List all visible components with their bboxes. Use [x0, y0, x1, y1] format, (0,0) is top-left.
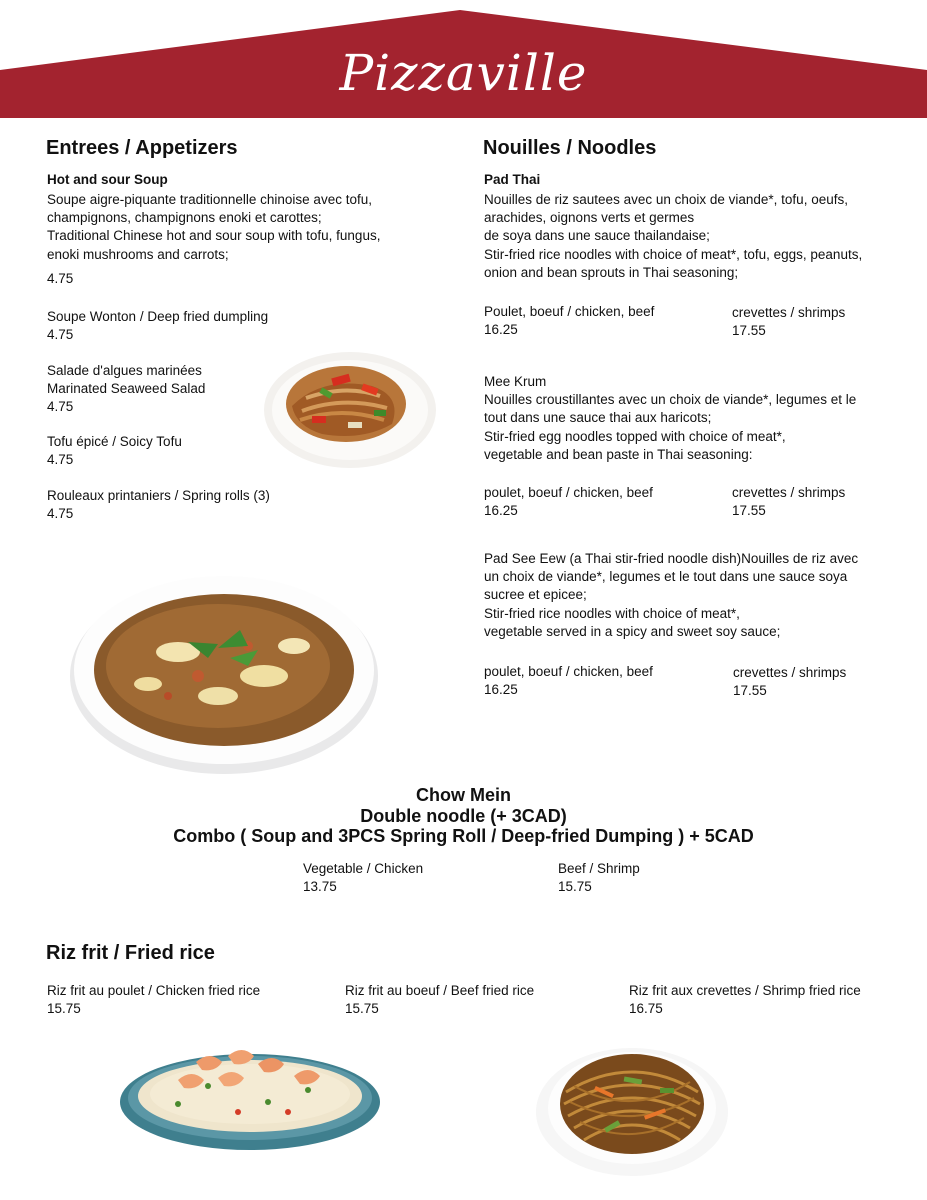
menu-item-spring-rolls: Rouleaux printaniers / Spring rolls (3) 4.75: [47, 488, 270, 522]
hot-sour-soup-name: Hot and sour Soup: [47, 172, 168, 187]
hot-sour-soup-image: [68, 566, 380, 778]
menu-item-wonton: Soupe Wonton / Deep fried dumpling 4.75: [47, 309, 269, 343]
noodle-dish-image: [262, 346, 438, 472]
pad-thai-option-2: crevettes / shrimps 17.55: [732, 305, 846, 339]
menu-item-spicy-tofu: Tofu épicé / Soicy Tofu 4.75: [47, 434, 182, 468]
hot-sour-soup-desc: Soupe aigre-piquante traditionnelle chinoise avec tofu, champignons, champignons enoki et carottes; Traditional Chinese hot and sour soup with tofu, fungus, enoki mushrooms and carrots;: [47, 192, 381, 262]
chow-mein-heading: Chow Mein Double noodle (+ 3CAD) Combo ( Soup and 3PCS Spring Roll / Deep-fried Dumping ) + 5CAD: [173, 785, 754, 846]
fried-rice-heading: Riz frit / Fried rice: [46, 942, 215, 964]
fried-rice-item-chicken: Riz frit au poulet / Chicken fried rice 15.75: [47, 983, 261, 1017]
pad-see-eew-option-1: poulet, boeuf / chicken, beef 16.25: [484, 664, 653, 698]
mee-krum-block: Mee Krum Nouilles croustillantes avec un choix de viande*, legumes et le tout dans une sauce thai aux haricots; Stir-fried egg noodles topped with choice of meat*, vegetable and bean paste in Thai seasoning:: [484, 374, 857, 462]
shrimp-fried-rice-image: [118, 1042, 382, 1154]
appetizers-heading: Entrees / Appetizers: [46, 137, 238, 159]
chow-mein-option-1: Vegetable / Chicken 13.75: [303, 861, 424, 895]
brand-title: Pizzaville: [339, 44, 588, 102]
chow-mein-option-2: Beef / Shrimp 15.75: [558, 861, 640, 895]
fried-rice-item-beef: Riz frit au boeuf / Beef fried rice 15.75: [345, 983, 535, 1017]
noodles-heading: Nouilles / Noodles: [483, 137, 657, 159]
chow-mein-image: [534, 1032, 730, 1180]
pad-thai-desc: Nouilles de riz sautees avec un choix de viande*, tofu, oeufs, arachides, oignons verts et germes de soya dans une sauce thailandaise; Stir-fried rice noodles with choice of meat*, tofu, eggs, peanuts, onion and bean sprouts in Thai seasoning;: [484, 192, 863, 280]
mee-krum-option-1: poulet, boeuf / chicken, beef 16.25: [484, 485, 653, 519]
pad-thai-option-1: Poulet, boeuf / chicken, beef 16.25: [484, 304, 655, 338]
pad-see-eew-option-2: crevettes / shrimps 17.55: [733, 665, 847, 699]
pad-see-eew-block: Pad See Eew (a Thai stir-fried noodle dish)Nouilles de riz avec un choix de viande*, legumes et le tout dans une sauce soya sucree et epicee; Stir-fried rice noodles with choice of meat*, vegetable served in a spicy and sweet soy sauce;: [484, 551, 859, 639]
pad-thai-name: Pad Thai: [484, 172, 541, 187]
fried-rice-item-shrimp: Riz frit aux crevettes / Shrimp fried rice 16.75: [629, 983, 861, 1017]
hot-sour-soup-price: 4.75: [47, 271, 74, 286]
mee-krum-option-2: crevettes / shrimps 17.55: [732, 485, 846, 519]
menu-item-seaweed-salad: Salade d'algues marinées Marinated Seaweed Salad 4.75: [47, 363, 206, 415]
